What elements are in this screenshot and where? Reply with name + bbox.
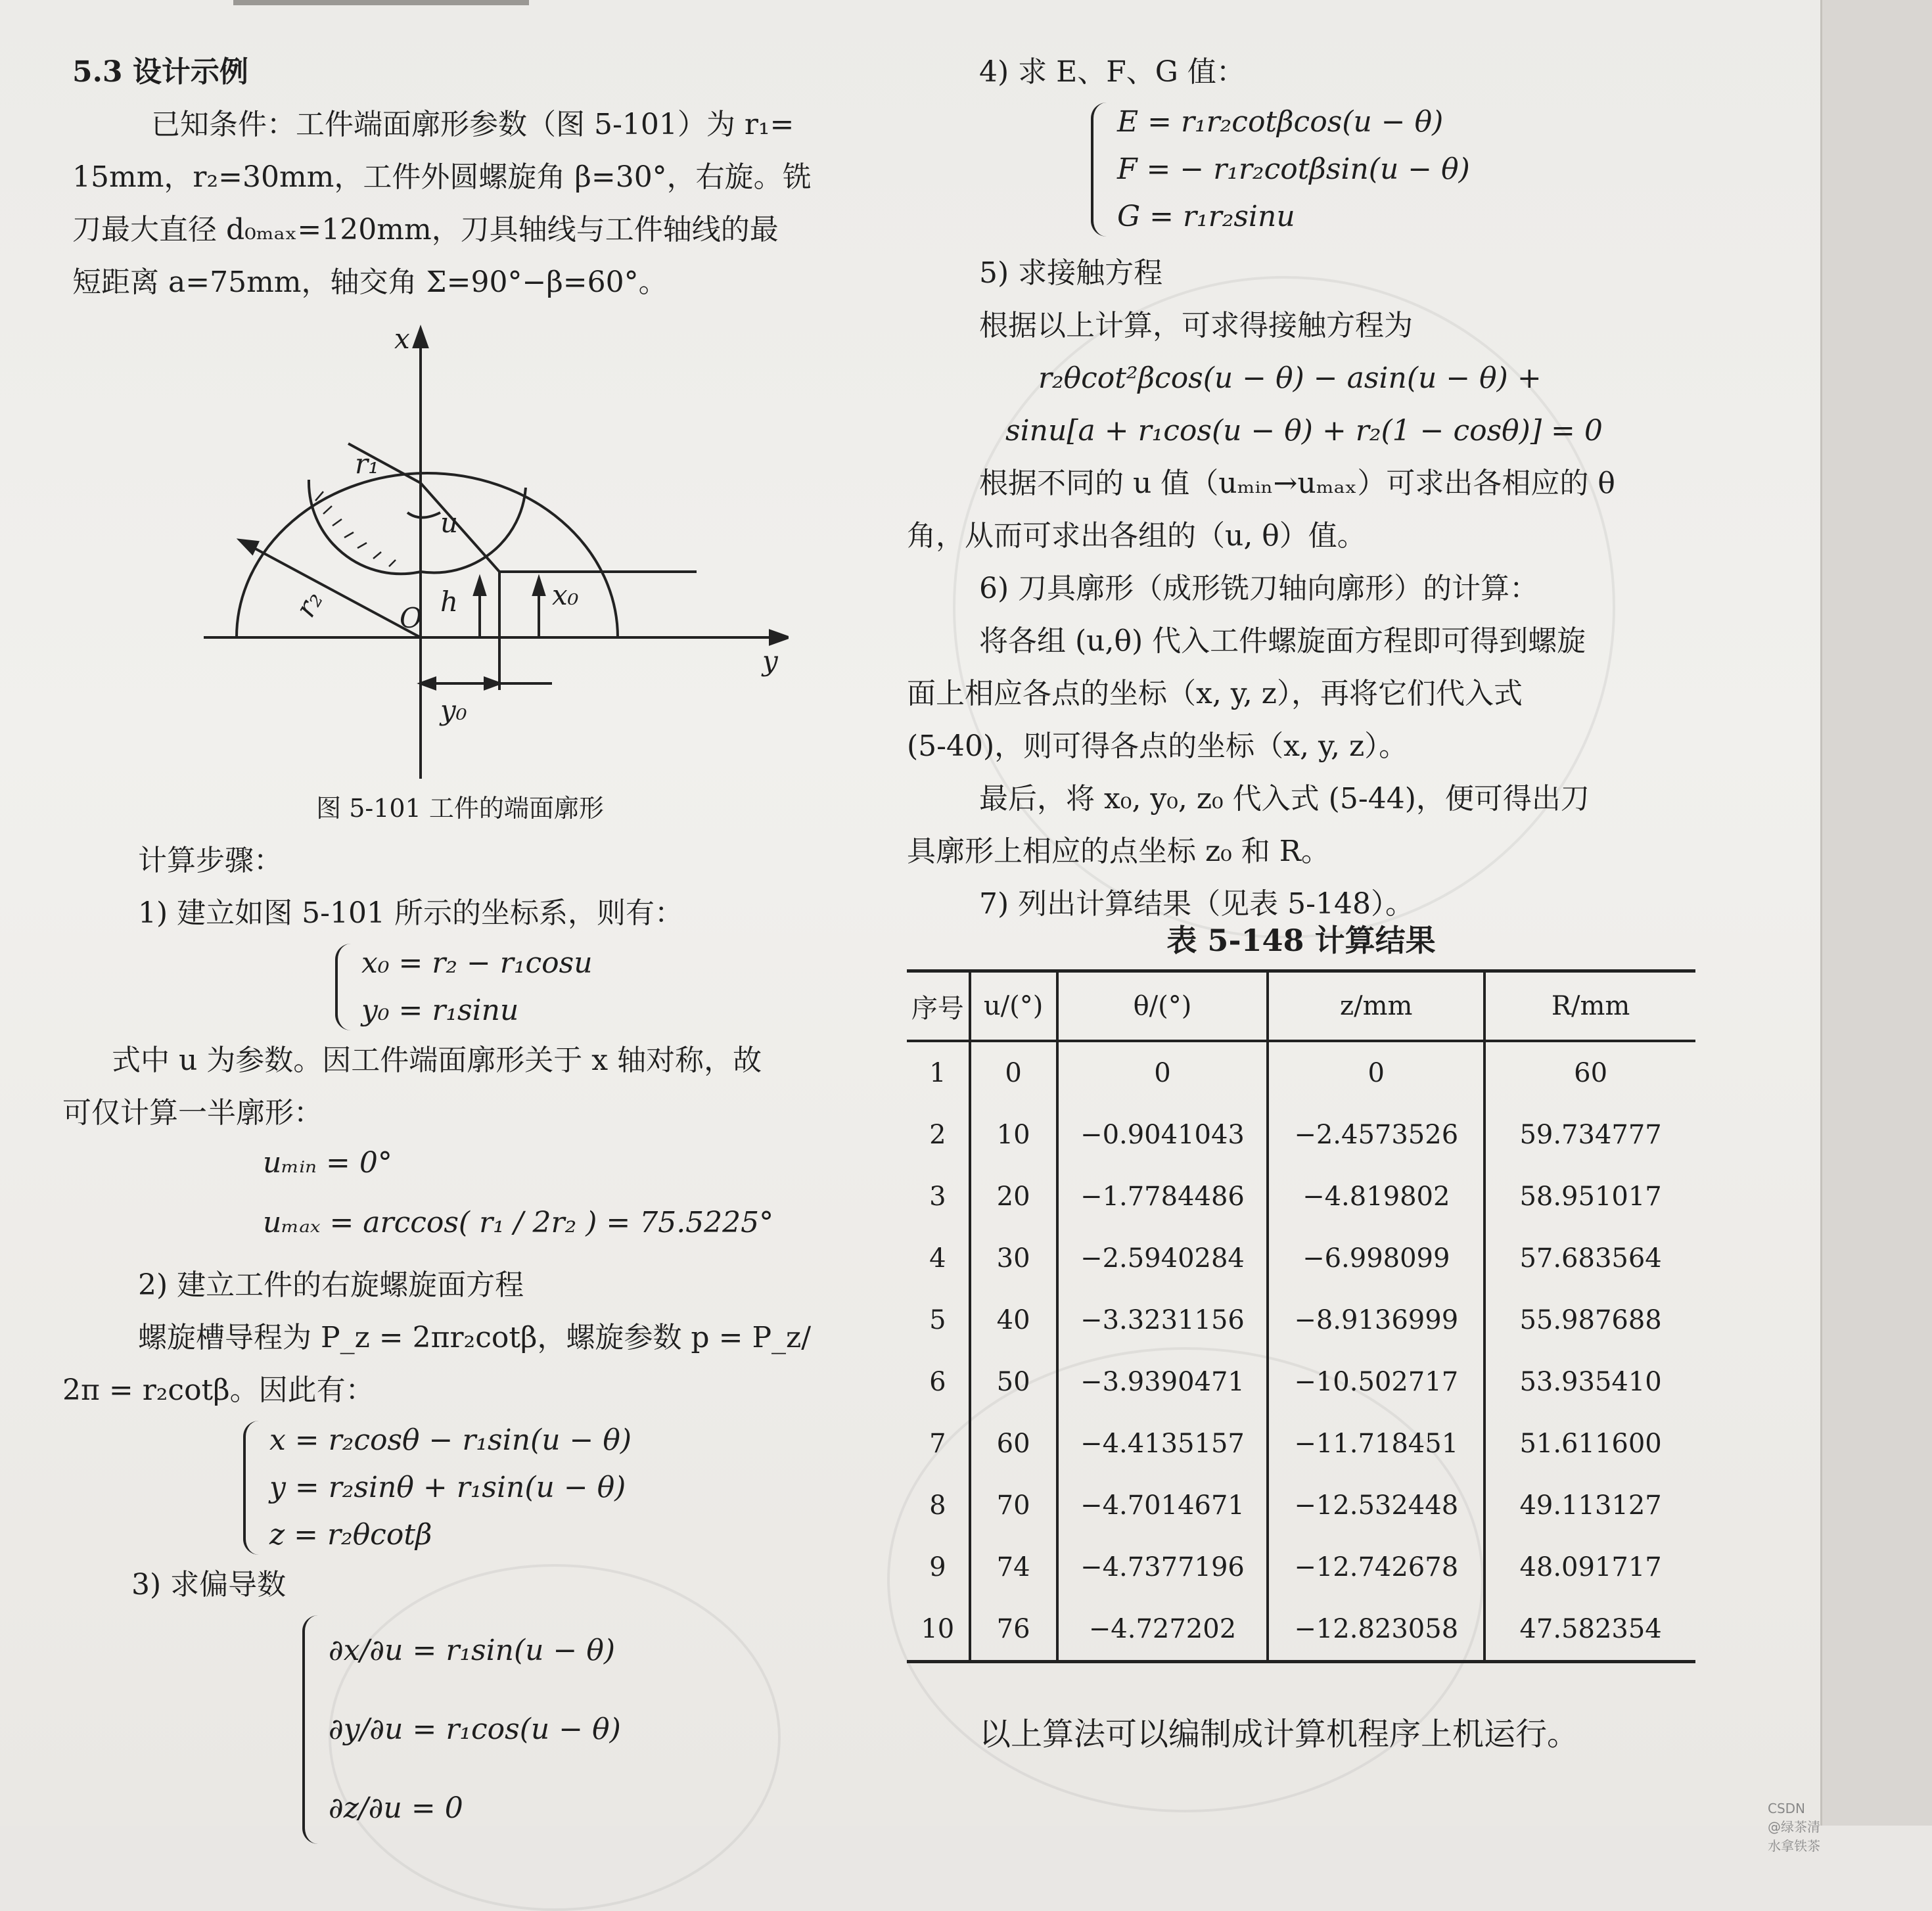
step2-eq-x: x = r₂cosθ − r₁sin(u − θ) bbox=[269, 1423, 632, 1457]
table-cell: −1.7784486 bbox=[1057, 1166, 1268, 1228]
table-cell: −6.998099 bbox=[1268, 1228, 1484, 1289]
table-cell: 57.683564 bbox=[1519, 1243, 1662, 1274]
step2-text-1: 螺旋槽导程为 P_z = 2πr₂cotβ，螺旋参数 p = P_z/ bbox=[138, 1321, 812, 1354]
label-u: u bbox=[440, 507, 459, 539]
table-row bbox=[907, 1598, 1695, 1662]
table-cell: 50 bbox=[970, 1351, 1057, 1413]
table-cell: −11.718451 bbox=[1268, 1413, 1484, 1475]
final-remark: 以上算法可以编制成计算机程序上机运行。 bbox=[979, 1716, 1579, 1753]
step3-eq-dy: ∂y/∂u = r₁cos(u − θ) bbox=[329, 1713, 621, 1746]
table-cell: 40 bbox=[970, 1289, 1057, 1351]
table-row bbox=[907, 1475, 1695, 1536]
label-h: h bbox=[440, 586, 459, 618]
table-cell: 51.611600 bbox=[1519, 1429, 1662, 1459]
table-cell: 5 bbox=[907, 1289, 970, 1351]
col-header-z: z/mm bbox=[1268, 971, 1484, 1042]
label-x0: x₀ bbox=[552, 579, 579, 611]
step6-text-2: 面上相应各点的坐标（x, y, z），再将它们代入式 bbox=[907, 677, 1523, 710]
table-cell: 3 bbox=[907, 1166, 970, 1228]
label-O: O bbox=[400, 602, 423, 634]
given-line-1: 已知条件：工件端面廓形参数（图 5-101）为 r₁= bbox=[151, 108, 794, 141]
step3-eq-dz: ∂z/∂u = 0 bbox=[329, 1791, 463, 1825]
table-cell: 20 bbox=[970, 1166, 1057, 1228]
table-cell: −4.4135157 bbox=[1057, 1413, 1268, 1475]
step2-equations bbox=[243, 1417, 874, 1559]
step3-eq-dx: ∂x/∂u = r₁sin(u − θ) bbox=[329, 1634, 615, 1667]
table-row bbox=[907, 1166, 1695, 1228]
label-r1: r₁ bbox=[355, 448, 379, 480]
step4-eq-G: G = r₁r₂sinu bbox=[1117, 200, 1295, 233]
table-cell: 0 bbox=[1057, 1041, 1268, 1104]
step-4: 4) 求 E、F、G 值： bbox=[979, 55, 1245, 89]
table-cell: 9 bbox=[907, 1536, 970, 1598]
figure-caption: 图 5-101 工件的端面廓形 bbox=[316, 794, 604, 823]
step4-eq-E: E = r₁r₂cotβcos(u − θ) bbox=[1117, 105, 1444, 139]
table-cell: 4 bbox=[907, 1228, 970, 1289]
umin-eq: uₘᵢₙ = 0° bbox=[263, 1146, 392, 1180]
step1-eq-x0: x₀ = r₂ − r₁cosu bbox=[361, 946, 593, 980]
table-row bbox=[907, 1041, 1695, 1104]
table-cell: 7 bbox=[907, 1413, 970, 1475]
col-header-index: 序号 bbox=[907, 971, 970, 1042]
table-cell: 47.582354 bbox=[1484, 1598, 1695, 1662]
step4-equations bbox=[1091, 99, 1682, 241]
label-r2: r₂ bbox=[288, 585, 329, 623]
table-cell: −4.727202 bbox=[1057, 1598, 1268, 1662]
table-row bbox=[907, 1104, 1695, 1166]
table-cell: 58.951017 bbox=[1519, 1182, 1662, 1212]
table-cell: 6 bbox=[907, 1351, 970, 1413]
table-header-row bbox=[907, 971, 1695, 1042]
table-cell: 74 bbox=[970, 1536, 1057, 1598]
step4-eq-F: F = − r₁r₂cotβsin(u − θ) bbox=[1117, 152, 1470, 186]
step6-text-4: 最后，将 x₀, y₀, z₀ 代入式 (5-44)，便可得出刀 bbox=[979, 782, 1590, 816]
watermark: CSDN @绿茶清水拿铁茶 bbox=[1768, 1801, 1820, 1854]
table-cell: −2.4573526 bbox=[1268, 1104, 1484, 1166]
step-3: 3) 求偏导数 bbox=[131, 1568, 287, 1601]
col-header-R: R/mm bbox=[1484, 971, 1695, 1042]
table-cell: −8.9136999 bbox=[1268, 1289, 1484, 1351]
table-cell: −4.7014671 bbox=[1057, 1475, 1268, 1536]
header-rule bbox=[233, 0, 529, 5]
step1-note-1: 式中 u 为参数。因工件端面廓形关于 x 轴对称，故 bbox=[112, 1044, 762, 1077]
left-column bbox=[62, 46, 874, 1848]
step5-note-2: 角，从而可求出各组的（u, θ）值。 bbox=[907, 519, 1366, 553]
table-title: 表 5-148 计算结果 bbox=[1166, 923, 1436, 958]
col-header-u: u/(°) bbox=[970, 971, 1057, 1042]
table-cell: 2 bbox=[907, 1104, 970, 1166]
step2-text-2: 2π = r₂cotβ。因此有： bbox=[62, 1373, 375, 1407]
step-7: 7) 列出计算结果（见表 5-148）。 bbox=[979, 887, 1414, 921]
given-line-4: 短距离 a=75mm，轴交角 Σ=90°−β=60°。 bbox=[72, 265, 668, 299]
table-cell: −4.819802 bbox=[1268, 1166, 1484, 1228]
step6-text-3: (5-40)，则可得各点的坐标（x, y, z）。 bbox=[907, 729, 1408, 763]
table-cell: 1 bbox=[907, 1041, 970, 1104]
step2-eq-z: z = r₂θcotβ bbox=[269, 1518, 432, 1552]
table-row bbox=[907, 1536, 1695, 1598]
table-cell: −12.823058 bbox=[1268, 1598, 1484, 1662]
table-row bbox=[907, 1289, 1695, 1351]
step5-eq-1: r₂θcot²βcos(u − θ) − asin(u − θ) + bbox=[1038, 361, 1542, 395]
steps-title: 计算步骤： bbox=[138, 844, 283, 877]
step1-eq-y0: y₀ = r₁sinu bbox=[361, 994, 519, 1027]
step-6: 6) 刀具廓形（成形铣刀轴向廓形）的计算： bbox=[979, 572, 1539, 605]
table-row bbox=[907, 1351, 1695, 1413]
given-line-3: 刀最大直径 d₀ₘₐₓ=120mm，刀具轴线与工件轴线的最 bbox=[72, 213, 779, 246]
adjacent-page-edge bbox=[1820, 0, 1932, 1826]
table-row bbox=[907, 1228, 1695, 1289]
table-cell: −10.502717 bbox=[1268, 1351, 1484, 1413]
label-x: x bbox=[394, 323, 410, 355]
table-cell: 48.091717 bbox=[1519, 1552, 1662, 1582]
label-y: y bbox=[762, 645, 778, 677]
table-cell: 49.113127 bbox=[1519, 1490, 1662, 1521]
table-cell: −3.3231156 bbox=[1057, 1289, 1268, 1351]
table-cell: 53.935410 bbox=[1519, 1367, 1662, 1397]
umax-eq: uₘₐₓ = arccos( r₁ / 2r₂ ) = 75.5225° bbox=[263, 1206, 774, 1239]
table-cell: 70 bbox=[970, 1475, 1057, 1536]
label-y0: y₀ bbox=[440, 694, 467, 726]
table-cell: −2.5940284 bbox=[1057, 1228, 1268, 1289]
table-row bbox=[907, 1413, 1695, 1475]
step1-equations bbox=[335, 940, 874, 1034]
section-heading: 5.3 设计示例 bbox=[72, 55, 248, 89]
col-header-theta: θ/(°) bbox=[1057, 971, 1268, 1042]
table-cell: 30 bbox=[970, 1228, 1057, 1289]
profile-figure bbox=[131, 315, 789, 789]
step5-note-1: 根据不同的 u 值（uₘᵢₙ→uₘₐₓ）可求出各相应的 θ bbox=[979, 467, 1615, 500]
table-cell: −12.532448 bbox=[1268, 1475, 1484, 1536]
given-line-2: 15mm，r₂=30mm，工件外圆螺旋角 β=30°，右旋。铣 bbox=[72, 160, 812, 194]
table-cell: 0 bbox=[1268, 1041, 1484, 1104]
step6-text-1: 将各组 (u,θ) 代入工件螺旋面方程即可得到螺旋 bbox=[979, 624, 1586, 658]
step-1: 1) 建立如图 5-101 所示的坐标系，则有： bbox=[138, 896, 683, 930]
table-cell: 60 bbox=[1574, 1058, 1608, 1088]
table-cell: 8 bbox=[907, 1475, 970, 1536]
table-cell: 60 bbox=[970, 1413, 1057, 1475]
step1-note-2: 可仅计算一半廓形： bbox=[62, 1096, 323, 1130]
step5-text: 根据以上计算，可求得接触方程为 bbox=[979, 309, 1413, 342]
right-column bbox=[907, 46, 1682, 931]
table-cell: 59.734777 bbox=[1519, 1120, 1662, 1150]
table-cell: −0.9041043 bbox=[1057, 1104, 1268, 1166]
step5-eq-2: sinu[a + r₁cos(u − θ) + r₂(1 − cosθ)] = 0 bbox=[1005, 414, 1603, 448]
step6-text-5: 具廓形上相应的点坐标 z₀ 和 R。 bbox=[907, 835, 1330, 868]
table-cell: 55.987688 bbox=[1519, 1305, 1662, 1335]
step2-eq-y: y = r₂sinθ + r₁sin(u − θ) bbox=[269, 1471, 626, 1504]
table-cell: 0 bbox=[970, 1041, 1057, 1104]
table-cell: 76 bbox=[970, 1598, 1057, 1662]
table-cell: 10 bbox=[970, 1104, 1057, 1166]
step-2: 2) 建立工件的右旋螺旋面方程 bbox=[138, 1268, 524, 1302]
table-cell: −4.7377196 bbox=[1057, 1536, 1268, 1598]
step3-equations bbox=[302, 1611, 874, 1848]
table-cell: −12.742678 bbox=[1268, 1536, 1484, 1598]
step-5: 5) 求接触方程 bbox=[979, 256, 1163, 290]
results-table bbox=[907, 969, 1695, 1663]
table-cell: 10 bbox=[907, 1598, 970, 1662]
table-cell: −3.9390471 bbox=[1057, 1351, 1268, 1413]
